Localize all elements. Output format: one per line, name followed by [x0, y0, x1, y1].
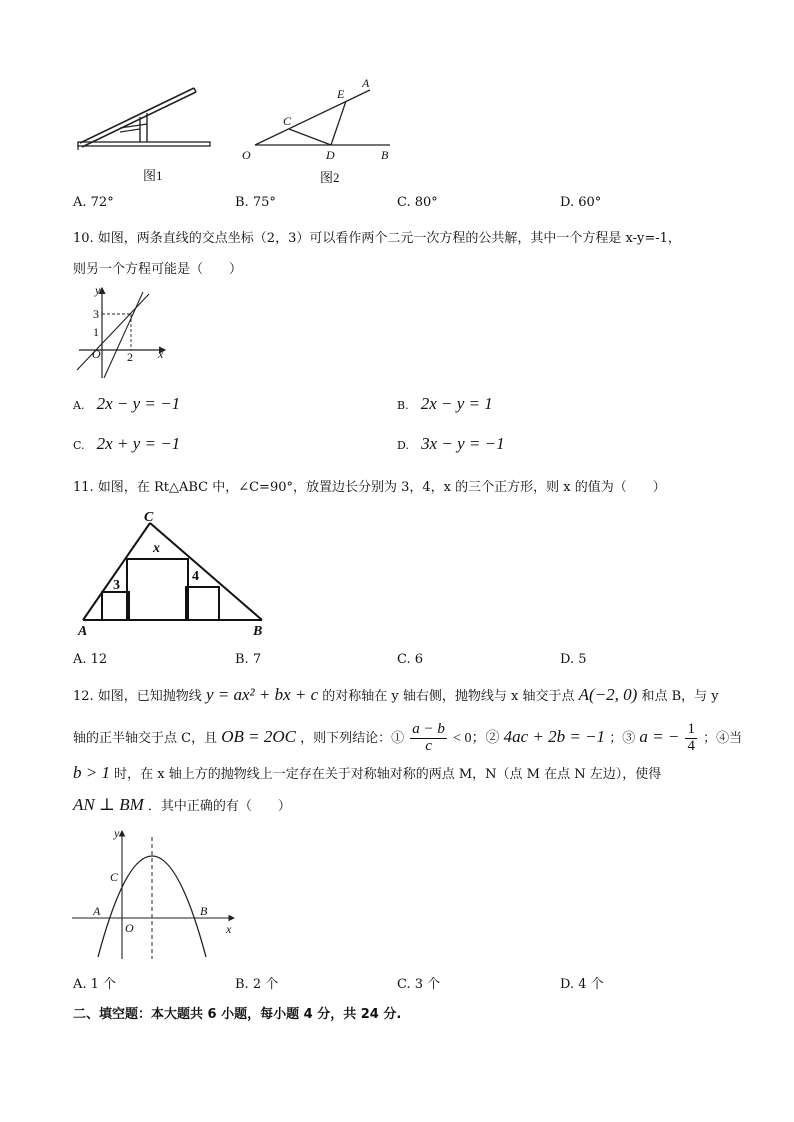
section-2-heading: 二、填空题：本大题共 6 小题，每小题 4 分，共 24 分. — [73, 1007, 402, 1022]
q9-label-E: E — [337, 87, 345, 101]
q11-option-a[interactable]: A. 12 — [73, 652, 108, 667]
q10-option-a-letter: A. — [73, 399, 85, 412]
q9-option-a[interactable]: A. 72° — [73, 195, 114, 210]
q12-stem-line-2 — [73, 722, 742, 755]
q11-label-C: C — [144, 510, 154, 525]
q10-graph — [75, 282, 175, 382]
q10-option-a-expr: 2x − y = −1 — [96, 394, 181, 413]
q9-label-B: B — [381, 148, 389, 162]
q12-text: 轴的正半轴交于点 C，且 — [73, 730, 218, 746]
q9-label-O: O — [242, 148, 251, 162]
q12-text: 和点 B，与 y — [641, 689, 719, 704]
q12-text: ，则下列结论：① — [300, 730, 405, 746]
q9-label-D: D — [326, 148, 335, 162]
q10-option-c-expr: 2x + y = −1 — [96, 434, 181, 453]
q12-stem-line-3 — [73, 763, 661, 783]
q12-text: ；④当 — [703, 730, 743, 746]
q9-label-C: C — [283, 114, 292, 128]
q12-fraction-1-numerator: a − b — [412, 721, 445, 737]
q12-fraction-2-numerator: 1 — [687, 721, 695, 737]
q10-label-origin: O — [92, 347, 101, 361]
q11-figure — [75, 508, 275, 643]
q9-figure-2 — [238, 76, 398, 166]
q12-text: < 0；② — [453, 730, 500, 746]
q11-label-3: 3 — [113, 578, 120, 593]
q12-conclusion-3: a = − — [639, 726, 680, 746]
q10-option-d-letter: D. — [397, 439, 409, 452]
q10-option-b-expr: 2x − y = 1 — [420, 394, 493, 413]
q11-stem: 11. 如图，在 Rt△ABC 中，∠C=90°，放置边长分别为 3，4，x 的三个正方形，则 x 的值为（ ） — [73, 480, 666, 495]
q11-option-b[interactable]: B. 7 — [235, 652, 262, 667]
q12-label-A: A — [93, 904, 101, 918]
q9-label-A: A — [362, 76, 370, 90]
q10-option-b-letter: B. — [397, 399, 409, 412]
q10-stem-line-2: 则另一个方程可能是（ ） — [73, 262, 243, 277]
q9-figure-1 — [72, 80, 222, 165]
q12-perpendicular: AN ⊥ BM — [73, 795, 144, 814]
q10-stem-line-1: 10. 如图，两条直线的交点坐标（2，3）可以看作两个二元一次方程的公共解，其中一个方程是 x-y=-1， — [73, 231, 681, 246]
q12-fraction-1-denominator: c — [425, 737, 432, 754]
q10-label-x: x — [158, 347, 164, 361]
q12-text: 的对称轴在 y 轴右侧，抛物线与 x 轴交于点 — [322, 689, 575, 704]
q10-label-y: y — [95, 283, 101, 297]
q9-figure-2-caption: 图2 — [320, 170, 340, 185]
q12-parabola-equation: y = ax² + bx + c — [205, 685, 319, 704]
q12-fraction-2-denominator: 4 — [687, 737, 695, 754]
q12-label-B: B — [200, 904, 208, 918]
q12-label-x: x — [226, 922, 232, 936]
q12-stem-line-1 — [73, 685, 719, 705]
q10-option-b[interactable] — [397, 394, 493, 414]
q11-option-d[interactable]: D. 5 — [560, 652, 587, 667]
q12-condition: b > 1 — [73, 763, 110, 782]
q12-fraction-1 — [410, 722, 447, 755]
q10-option-d[interactable] — [397, 434, 505, 454]
q10-option-c[interactable] — [73, 434, 180, 454]
q10-label-3: 3 — [93, 307, 99, 321]
q12-ob-eq: OB = 2OC — [221, 726, 296, 746]
q12-label-O: O — [125, 921, 134, 935]
q12-option-c[interactable]: C. 3 个 — [397, 977, 441, 992]
q12-text: 12. 如图，已知抛物线 — [73, 689, 202, 704]
q11-label-B: B — [253, 624, 263, 639]
q11-label-4: 4 — [192, 569, 199, 584]
q12-option-b[interactable]: B. 2 个 — [235, 977, 279, 992]
q12-conclusion-2: 4ac + 2b = −1 — [503, 726, 606, 746]
q10-option-d-expr: 3x − y = −1 — [421, 434, 505, 453]
q11-option-c[interactable]: C. 6 — [397, 652, 424, 667]
q12-text: ；③ — [609, 730, 636, 746]
q12-fraction-2 — [685, 722, 697, 755]
q9-option-d[interactable]: D. 60° — [560, 195, 602, 210]
q12-option-a[interactable]: A. 1 个 — [73, 977, 117, 992]
q10-option-a[interactable] — [73, 394, 180, 414]
q12-label-C: C — [110, 870, 119, 884]
q12-graph — [70, 825, 240, 965]
q12-option-d[interactable]: D. 4 个 — [560, 977, 604, 992]
q12-label-y: y — [114, 826, 120, 840]
q10-label-2: 2 — [127, 350, 133, 364]
q12-text: ．其中正确的有（ ） — [147, 799, 291, 814]
q11-label-A: A — [78, 624, 88, 639]
q10-label-1: 1 — [93, 325, 99, 339]
q10-option-c-letter: C. — [73, 439, 85, 452]
q12-point-a: A(−2, 0) — [578, 685, 638, 704]
q9-figure-1-caption: 图1 — [143, 168, 163, 183]
q12-text: 时，在 x 轴上方的抛物线上一定存在关于对称轴对称的两点 M，N（点 M 在点 N 左边），使得 — [114, 767, 662, 782]
q9-option-b[interactable]: B. 75° — [235, 195, 276, 210]
q11-label-x: x — [153, 541, 160, 556]
q12-stem-line-4 — [73, 795, 291, 815]
q9-option-c[interactable]: C. 80° — [397, 195, 438, 210]
